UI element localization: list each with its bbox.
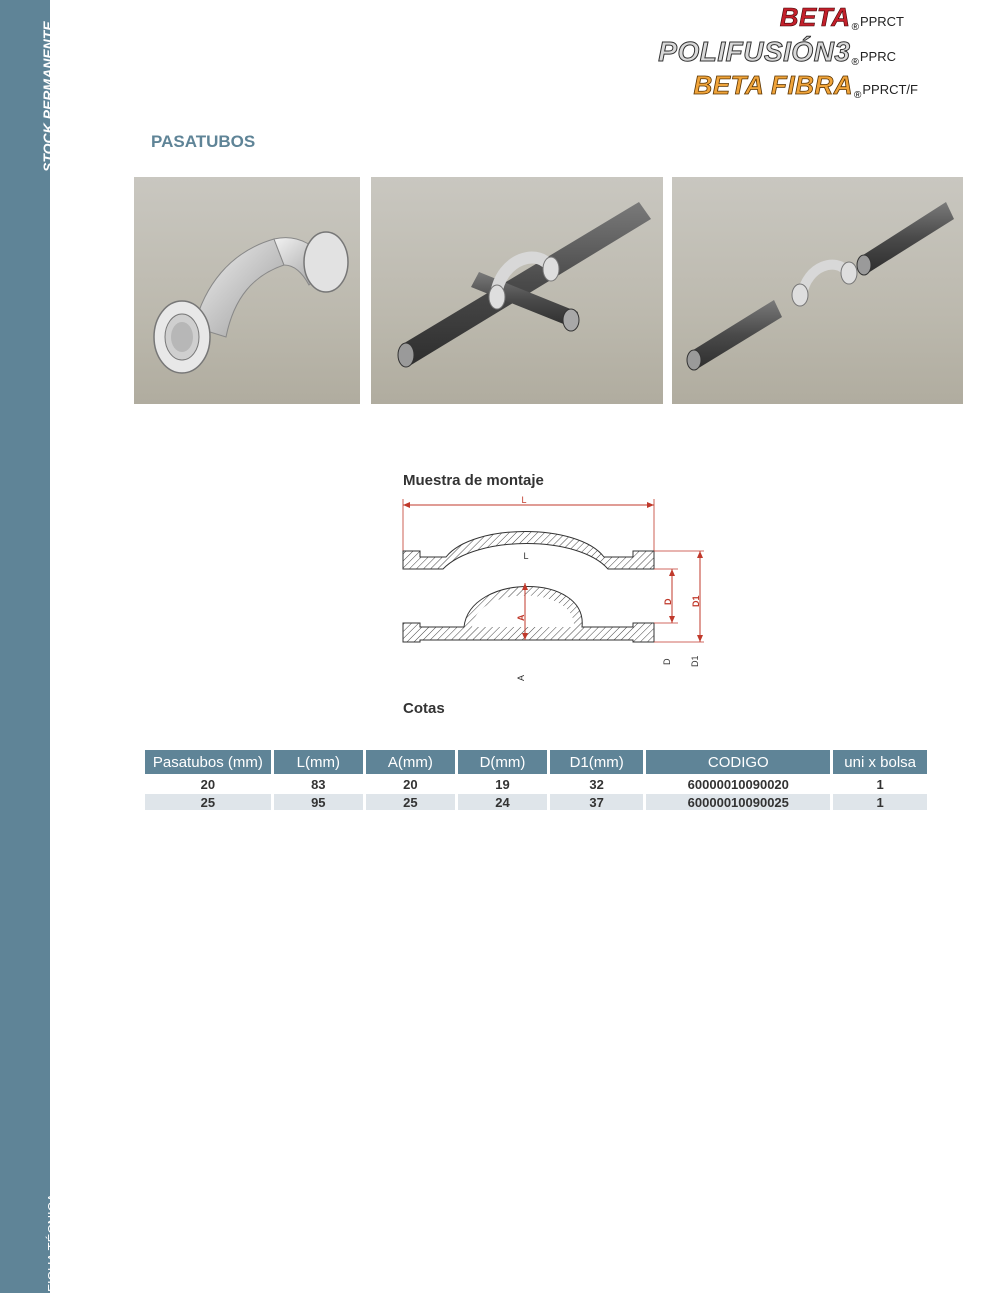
dimension-d-red: D (663, 598, 673, 605)
brand-beta-fibra-suffix: PPRCT/F (862, 82, 918, 97)
cell-codigo: 60000010090025 (646, 794, 830, 810)
mounting-sample-label: Muestra de montaje (403, 472, 544, 489)
cell-d1: 37 (550, 794, 643, 810)
spec-table-header-row (145, 750, 927, 774)
cell-codigo: 60000010090020 (687, 776, 789, 792)
table-row (145, 794, 927, 810)
cell-d: 19 (495, 776, 510, 792)
brand-beta-fibra (693, 70, 918, 101)
cell-a: 25 (366, 794, 455, 810)
sidebar-bottom-label: FICHA TÉCNICA (45, 1193, 60, 1292)
brand-polifusion (658, 36, 896, 68)
brand-beta-name: BETA (779, 2, 851, 32)
cell-uni-bolsa: 1 (876, 776, 884, 792)
dimension-a-below: A (516, 674, 526, 681)
dimensions-label: Cotas (403, 700, 445, 717)
dimension-drawing (398, 495, 710, 687)
crossing-illustration (371, 177, 663, 404)
brand-beta-fibra-name: BETA FIBRA (693, 70, 853, 100)
cell-l: 83 (311, 776, 326, 792)
dimension-l-inner: L (523, 551, 529, 561)
sidebar-top-label: STOCK PERMANENTE (40, 21, 56, 172)
brand-beta-fibra-mark: ® (854, 90, 862, 101)
brand-polifusion-name: POLIFUSIÓN3 (658, 36, 851, 67)
cell-d: 24 (458, 794, 547, 810)
cell-d1: 32 (589, 776, 604, 792)
section-title: PASATUBOS (151, 132, 256, 151)
dimension-a-red: A (516, 614, 526, 621)
product-photo-exploded (672, 177, 963, 404)
exploded-illustration (672, 177, 963, 404)
table-row (145, 776, 927, 792)
brand-beta (780, 2, 904, 33)
dimension-d-below: D (662, 658, 672, 665)
cell-pasatubos: 25 (145, 794, 271, 810)
brand-beta-suffix: PPRCT (859, 14, 904, 29)
header-l: L(mm) (274, 750, 363, 774)
sidebar (0, 0, 60, 1293)
product-photo-fitting (134, 177, 360, 404)
fitting-illustration (134, 177, 360, 404)
header-codigo: CODIGO (646, 750, 830, 774)
spec-table (142, 748, 930, 812)
technical-drawing (398, 495, 710, 687)
header-d: D(mm) (458, 750, 547, 774)
header-uni-bolsa: uni x bolsa (833, 750, 927, 774)
product-photo-crossing (371, 177, 663, 404)
cell-pasatubos: 20 (200, 776, 216, 792)
cell-uni-bolsa: 1 (833, 794, 927, 810)
brand-polifusion-mark: ® (851, 57, 859, 68)
header-pasatubos: Pasatubos (mm) (145, 750, 271, 774)
header-a: A(mm) (366, 750, 455, 774)
dimension-d1-below: D1 (690, 655, 700, 667)
header-d1: D1(mm) (550, 750, 643, 774)
dimension-l-top: L (521, 495, 527, 505)
brand-beta-mark: ® (851, 22, 859, 33)
cell-a: 20 (403, 776, 418, 792)
cell-l: 95 (274, 794, 363, 810)
brand-polifusion-suffix: PPRC (859, 49, 896, 64)
dimension-d1-red: D1 (691, 595, 701, 607)
